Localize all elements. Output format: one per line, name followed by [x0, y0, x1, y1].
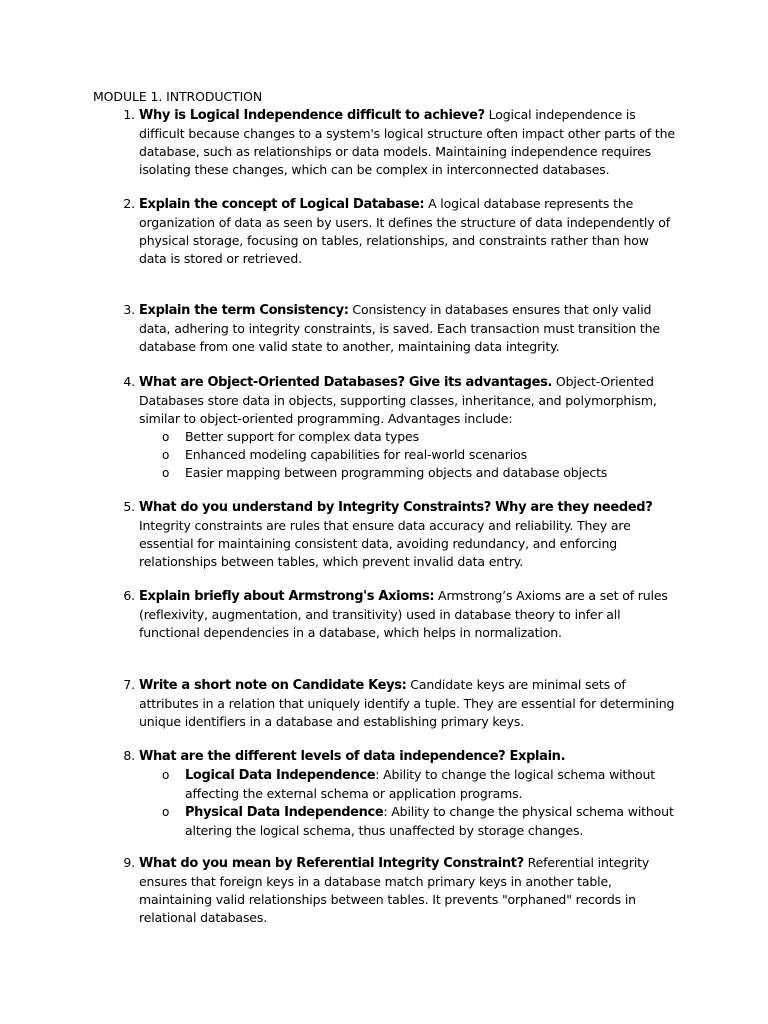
list-item-term: Logical Data Independence [185, 768, 376, 783]
question-text: Explain the term Consistency: [139, 303, 349, 318]
question-text: What are Object-Oriented Databases? Give its advantages. [139, 375, 553, 390]
answer-text: Consistency in databases ensures that only valid data, adhering to integrity constraints, is saved. Each transaction must transition the database from one valid state to another, maintaining data integrity. [139, 302, 660, 354]
question-item-7 [123, 676, 679, 731]
list-item [139, 428, 679, 446]
item-number: 4. [123, 374, 135, 389]
item-number: 2. [123, 196, 135, 211]
question-text: Write a short note on Candidate Keys: [139, 678, 407, 693]
module-title: MODULE 1. INTRODUCTION [93, 89, 263, 104]
list-item-text: Better support for complex data types [185, 429, 419, 444]
answer-text: Armstrong’s Axioms are a set of rules (reflexivity, augmentation, and transitivity) used in database theory to infer all functional dependencies in a database, which helps in normalization. [139, 588, 668, 640]
question-item-4 [123, 373, 679, 482]
list-item-text: Enhanced modeling capabilities for real-world scenarios [185, 447, 527, 462]
question-text: What do you understand by Integrity Constraints? Why are they needed? [139, 500, 653, 515]
answer-text: A logical database represents the organization of data as seen by users. It defines the structure of data independently of physical storage, focusing on tables, relationships, and constraints rather than how data is stored or retrieved. [139, 196, 671, 266]
item-number: 3. [123, 302, 135, 317]
bullet-marker: o [162, 768, 170, 782]
answer-text: Logical independence is difficult because changes to a system's logical structure often impact other parts of the database, such as relationships or data models. Maintaining independence requires isolating these changes, which can be complex in interconnected databases. [139, 107, 675, 177]
answer-text: Referential integrity ensures that foreign keys in a database match primary keys in another table, maintaining valid relationships between tables. It prevents "orphaned" records in relational databases. [139, 855, 650, 925]
item-number: 9. [123, 855, 135, 870]
question-text: Why is Logical Independence difficult to achieve? [139, 108, 485, 123]
advantages-list [139, 428, 679, 482]
bullet-marker: o [162, 805, 170, 819]
answer-text: Object-Oriented Databases store data in objects, supporting classes, inheritance, and polymorphism, similar to object-oriented programming. Advantages include: [139, 374, 657, 426]
independence-levels-list [139, 766, 679, 840]
question-item-9 [123, 854, 679, 927]
question-item-2 [123, 195, 679, 268]
list-item [139, 803, 679, 840]
question-item-6 [123, 587, 679, 642]
bullet-marker: o [162, 466, 170, 480]
item-number: 5. [123, 499, 135, 514]
list-item [139, 464, 679, 482]
question-item-5 [123, 498, 679, 571]
list-item-text: : Ability to change the logical schema without affecting the external schema or application programs. [185, 767, 656, 801]
answer-text: Candidate keys are minimal sets of attributes in a relation that uniquely identify a tuple. They are essential for determining unique identifiers in a database and establishing primary keys. [139, 677, 675, 729]
bullet-marker: o [162, 430, 170, 444]
question-text: Explain the concept of Logical Database: [139, 197, 425, 212]
list-item [139, 766, 679, 803]
list-item-text: : Ability to change the physical schema without altering the logical schema, thus unaffected by storage changes. [185, 804, 674, 838]
question-item-8 [123, 747, 679, 840]
question-text: What do you mean by Referential Integrity Constraint? [139, 856, 524, 871]
item-number: 8. [123, 748, 135, 763]
question-text: Explain briefly about Armstrong's Axioms: [139, 589, 435, 604]
question-item-1 [123, 106, 679, 179]
list-item-term: Physical Data Independence [185, 805, 384, 820]
list-item [139, 446, 679, 464]
item-number: 1. [123, 107, 135, 122]
item-number: 6. [123, 588, 135, 603]
question-text: What are the different levels of data independence? Explain. [139, 749, 566, 764]
question-item-3 [123, 301, 679, 356]
bullet-marker: o [162, 448, 170, 462]
item-number: 7. [123, 677, 135, 692]
answer-text: Integrity constraints are rules that ensure data accuracy and reliability. They are essential for maintaining consistent data, avoiding redundancy, and enforcing relationships between tables, which prevent invalid data entry. [139, 518, 631, 569]
list-item-text: Easier mapping between programming objects and database objects [185, 465, 608, 480]
